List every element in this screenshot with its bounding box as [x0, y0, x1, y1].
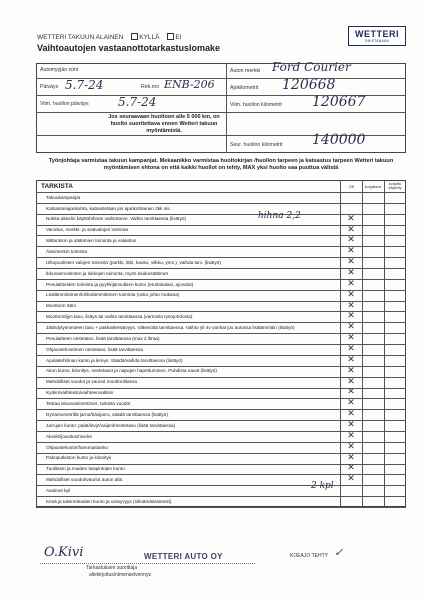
logo-main-text: WETTERI	[355, 29, 399, 39]
checklist-item: Tuulilasin ja muiden lasipintojen kunto	[46, 466, 125, 472]
checklist-item: Avaimet kpl	[46, 487, 71, 493]
odometer-label: Ajokilometrit	[230, 85, 259, 91]
brand-value[interactable]: Ford Courier	[272, 60, 351, 74]
signature[interactable]: O.Kivi	[44, 545, 84, 560]
ok-checkmark[interactable]: ✕	[347, 344, 355, 354]
checklist-item: Moottorin ääni	[46, 303, 76, 309]
checklist-item: Jarrujen kunto: palat/levyt/vaijerit/nestetaso (lisää tarvittaessa)	[46, 422, 176, 428]
date-value[interactable]: 5.7-24	[65, 78, 104, 92]
ok-checkmark[interactable]: ✕	[347, 224, 355, 235]
checklist-item: Takuukampanjat	[46, 194, 81, 200]
ok-checkmark[interactable]: ✕	[347, 463, 355, 474]
ok-checkmark[interactable]: ✕	[347, 257, 355, 268]
ok-checkmark[interactable]: ✕	[347, 409, 355, 420]
ok-checkmark[interactable]: ✕	[347, 376, 355, 387]
inspector-label: Tarkastuksen suorittaja	[86, 565, 138, 571]
ok-checkmark[interactable]: ✕	[347, 235, 355, 246]
next-service-km-value[interactable]: 140000	[312, 132, 366, 148]
ok-checkmark[interactable]: ✕	[347, 474, 355, 485]
wetteri-logo	[348, 26, 406, 46]
ok-checkmark[interactable]: ✕	[347, 311, 355, 322]
checklist-item: Ikkunannostinten ja lukkojen toiminta, myös kaukosäätimet	[46, 270, 168, 276]
last-service-date-label: Viim. huollon päiväys	[40, 101, 89, 107]
brand-label: Auton merkki	[230, 68, 261, 74]
checklist-item: Moottoriöljyn taso, lisäys tai vaihto tarvittaessa (varmista työnjohdosta)	[46, 314, 193, 320]
option-no-label: EI	[175, 34, 182, 41]
col-fixed-header: korjattava	[364, 185, 382, 189]
checklist-item: Kytkin/vaihteisto/vaihteenvalitsin	[46, 390, 114, 396]
checklist-item: Äänimerkin toiminta	[46, 248, 88, 254]
last-service-km-value[interactable]: 120667	[312, 94, 366, 110]
ok-checkmark[interactable]: ✕	[347, 246, 355, 257]
ok-checkmark[interactable]: ✕	[347, 387, 355, 398]
checklist-item: Akselit/jousitus/nivelet	[46, 433, 92, 439]
checklist-item: Dynamometrillä jarrut/käsijarru, säädä tarvittaessa (lisätyö)	[46, 411, 168, 417]
belt-note[interactable]: hihna 2,2	[258, 211, 301, 221]
logo-sub-text: OMISTAMAAN	[364, 39, 390, 43]
keys-count[interactable]: 2 kpl	[311, 481, 334, 491]
ok-checkmark[interactable]: ✕	[347, 430, 355, 441]
next-service-km-label: Seur. huollon kilometrit	[230, 142, 283, 148]
checklist-title: TARKISTA	[41, 183, 73, 190]
last-service-date-value[interactable]: 5.7-24	[118, 95, 157, 109]
row-divider	[36, 485, 406, 486]
owner-label: Automyyjän nimi	[40, 67, 79, 73]
checklist-item: Pakoputkiston kunto ja kiinnitys	[46, 455, 112, 461]
checklist-item: Nokka-akselin käyttöhihnan vaihtotarve. Vaihto tarvittaessa (lisätyö)	[46, 216, 187, 222]
form-title: Vaihtoautojen vastaanottotarkastuslomake	[37, 43, 221, 53]
checklist-item: Ulkopuolisten valojen toiminta (parkki, lähi, kauko, vilkku, yms.), vaihda tarv. (lisätyö)	[46, 259, 221, 265]
checkbox-no[interactable]	[167, 33, 174, 40]
ok-checkmark[interactable]: ✕	[347, 452, 355, 463]
company-stamp: WETTERI AUTO OY	[144, 552, 223, 561]
test-drive-label: KOEAJO TEHTY	[290, 553, 328, 559]
checklist-item: Katsastusajankohta, katsastetaan jos ajankohtainen 2kk sis.	[46, 205, 171, 211]
checklist-item: Ohjaustehostin/hammastanko	[46, 444, 109, 450]
ok-checkmark[interactable]: ✕	[347, 354, 355, 365]
checklist-item: Mahdolliset vuodot/vauriot auton alla	[46, 477, 123, 483]
col-noted-header: korjattu käytetty	[388, 182, 402, 190]
ok-checkmark[interactable]: ✕	[347, 267, 355, 278]
row-divider	[36, 203, 406, 204]
ok-checkmark[interactable]: ✕	[347, 300, 355, 311]
option-yes-label: KYLLÄ	[139, 34, 160, 41]
date-label: Päiväys	[40, 84, 59, 90]
checkbox-yes[interactable]	[131, 33, 138, 40]
ok-checkmark[interactable]: ✕	[347, 333, 355, 344]
reg-value[interactable]: ENB-206	[164, 78, 215, 91]
checklist-item: Kesä ja talvirenkaiden kunto ja urasyvyys (silmämääräinesti)	[46, 498, 172, 504]
ok-checkmark[interactable]: ✕	[347, 213, 355, 224]
row-divider	[36, 496, 406, 497]
ok-checkmark[interactable]: ✕	[347, 398, 355, 409]
next-service-note: Jos seuraavaan huoltoon alle 5 000 km, on huolto suoritettava ennen Wetteri takuun myöntämistä.	[108, 114, 220, 134]
ok-checkmark[interactable]: ✕	[347, 365, 355, 376]
last-service-km-label: Viim. huollon kilometrit	[230, 102, 282, 108]
checklist-item: Akun kunto, kiinnitys, nestetasot ja napojen hapettuminen. Puhdista navat (lisätyö)	[46, 368, 217, 374]
row-divider	[36, 507, 406, 508]
ok-checkmark[interactable]: ✕	[347, 278, 355, 289]
checklist-item: Pesulaitteiden toiminta ja pyyhkijänsulkien kunto (etu/takalasi, ajovalot)	[46, 281, 194, 287]
checklist-item: Pesulaitteen nestetaso, lisää tarvittaessa (max 2 litraa)	[46, 335, 160, 341]
signature-label: allekirjoitus/nimenselvennys	[89, 572, 151, 578]
ok-checkmark[interactable]: ✕	[347, 322, 355, 333]
checklist-item: Mahdolliset vuodot ja vauriot moottoritilassa	[46, 379, 137, 385]
ok-checkmark[interactable]: ✕	[347, 420, 355, 431]
warranty-question-line	[37, 33, 181, 41]
checklist-item: Ohjaustehostimen nestetaso, lisää tarvittaessa	[46, 346, 143, 352]
reg-label: Rek.nro	[141, 84, 160, 90]
col-ok-header: OK	[348, 185, 355, 189]
checklist-item: Lisälämmittimen/lohkolämmittimen toiminta (onko johto mukana)	[46, 292, 180, 298]
checklist-item: Jäähdytysnesteen taso + pakkaskestävyys. Väkevöitä tarvittaessa. Vaihto yli 4v vanhat jos autossa lisälämmitin (lisätyö)	[46, 325, 295, 331]
checklist-item: Testaa iskunvaimentimet, tarkista vuodot	[46, 401, 131, 407]
checklist-item: Apulaitehihnan kunto ja kireys. Säädä/vaihda tarvittaessa (lisätyö)	[46, 357, 183, 363]
checklist-item: Varoitus, merkki- ja sisävalojen toiminta	[46, 227, 128, 233]
odometer-value[interactable]: 120668	[282, 77, 336, 93]
warranty-question: WETTERI TAKUUN ALAINEN	[37, 34, 124, 41]
test-drive-mark[interactable]: ✓	[334, 546, 344, 559]
mechanic-notice: Työnjohtaja varmistaa takuun kampanjat. Mekaanikko varmistaa huoltokirjan /huollon tarpeen ja katsastus tarpeen Wetteri takuun myöntämisen ehtona on että kaikki huollot on tehty, MAX yksi huolto saa puuttua välistä	[48, 158, 394, 171]
ok-checkmark[interactable]: ✕	[347, 289, 355, 300]
checklist-item: Mittariston ja säätimien toiminta ja valaistus	[46, 238, 137, 244]
ok-checkmark[interactable]: ✕	[347, 441, 355, 452]
